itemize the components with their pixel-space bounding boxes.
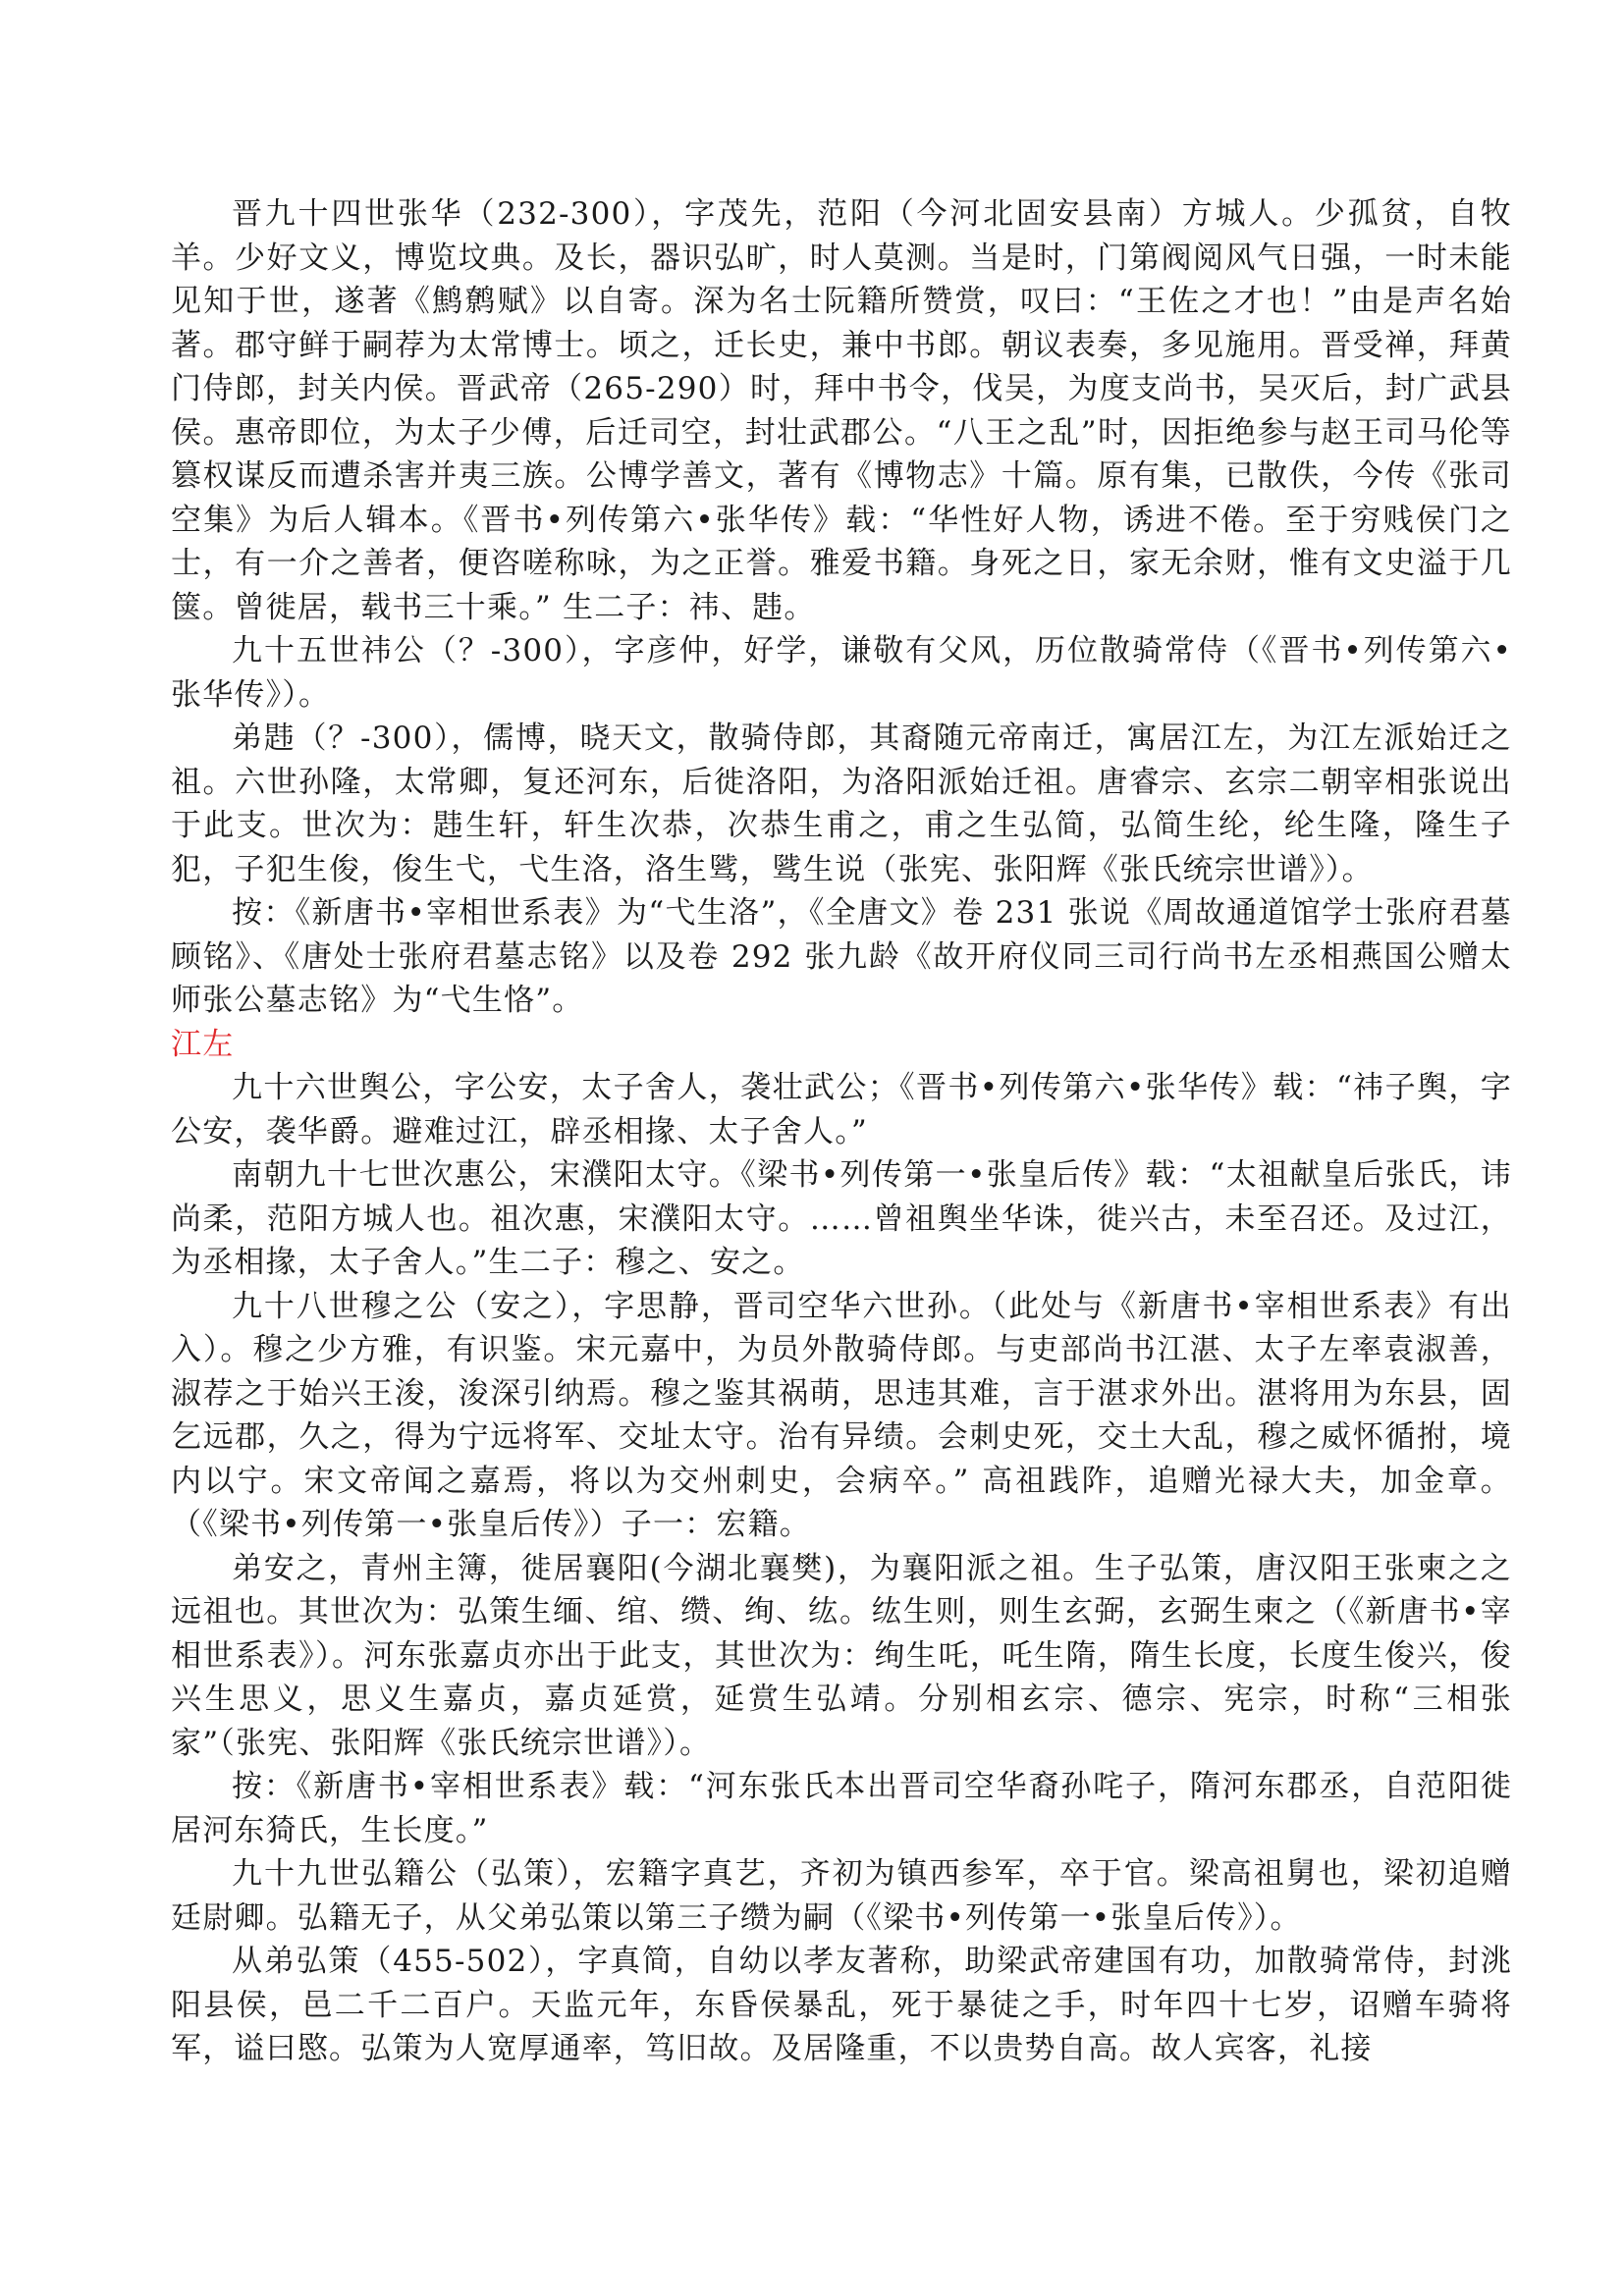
paragraph-yu: 九十六世舆公，字公安，太子舍人，袭壮武公；《晋书•列传第六•张华传》载：“祎子舆，字公安，袭华爵。避难过江，辟丞相掾、太子舍人。” (171, 1070, 1512, 1149)
paragraph-hong-ce: 从弟弘策（455-502），字真简，自幼以孝友著称，助梁武帝建国有功，加散骑常侍，封洮阳县侯，邑二千二百户。天监元年，东昏侯暴乱，死于暴徒之手，时年四十七岁，诏赠车骑将军，谥曰愍。弘策为人宽厚通率，笃旧故。及居隆重，不以贵势自高。故人宾客，礼接 (171, 1944, 1512, 2066)
paragraph-wei: 弟韪（？-300），儒博，晓天文，散骑侍郎，其裔随元帝南迁，寓居江左，为江左派始迁之祖。六世孙隆，太常卿，复还河东，后徙洛阳，为洛阳派始迁祖。唐睿宗、玄宗二朝宰相张说出于此支。世次为：韪生轩，轩生次恭，次恭生甫之，甫之生弘简，弘简生纶，纶生隆，隆生子犯，子犯生俊，俊生弋，弋生洛，洛生骘，骘生说（张宪、张阳辉《张氏统宗世谱》）。 (171, 721, 1512, 887)
paragraph-ci-hui: 南朝九十七世次惠公，宋濮阳太守。《梁书•列传第一•张皇后传》载：“太祖献皇后张氏，讳尚柔，范阳方城人也。祖次惠，宋濮阳太守。……曾祖舆坐华诛，徙兴古，未至召还。及过江，为丞相掾，太子舍人。”生二子：穆之、安之。 (171, 1157, 1512, 1280)
paragraph-an-zhi: 弟安之，青州主簿，徙居襄阳(今湖北襄樊)，为襄阳派之祖。生子弘策，唐汉阳王张柬之之远祖也。其世次为：弘策生缅、绾、缵、绚、纮。纮生则，则生玄弼，玄弼生柬之（《新唐书•宰相世系表》）。河东张嘉贞亦出于此支，其世次为：绚生吒，吒生隋，隋生长度，长度生俊兴，俊兴生思义，思义生嘉贞，嘉贞延赏，延赏生弘靖。分别相玄宗、德宗、宪宗，时称“三相张家”（张宪、张阳辉《张氏统宗世谱》）。 (171, 1550, 1512, 1761)
paragraph-mu-zhi: 九十八世穆之公（安之），字思静，晋司空华六世孙。（此处与《新唐书•宰相世系表》有出入）。穆之少方雅，有识鉴。宋元嘉中，为员外散骑侍郎。与吏部尚书江湛、太子左率袁淑善，淑荐之于始兴王浚，浚深引纳焉。穆之鉴其祸萌，思违其难，言于湛求外出。湛将用为东县，固乞远郡，久之，得为宁远将军、交址太守。治有异绩。会刺史死，交土大乱，穆之威怀循拊，境内以宁。宋文帝闻之嘉焉，将以为交州刺史，会病卒。” 高祖践阼，追赠光禄大夫，加金章。（《梁书•列传第一•张皇后传》）子一：宏籍。 (171, 1288, 1512, 1542)
paragraph-hong-ji: 九十九世弘籍公（弘策），宏籍字真艺，齐初为镇西参军，卒于官。梁高祖舅也，梁初追赠廷尉卿。弘籍无子，从父弟弘策以第三子缵为嗣（《梁书•列传第一•张皇后传》）。 (171, 1856, 1512, 1936)
paragraph-yi: 九十五世祎公（？-300），字彦仲，好学，谦敬有父风，历位散骑常侍（《晋书•列传第六•张华传》）。 (171, 633, 1512, 713)
paragraph-note-1: 按：《新唐书•宰相世系表》为“弋生洛”，《全唐文》卷 231 张说《周故通道馆学士张府君墓顾铭》、《唐处士张府君墓志铭》以及卷 292 张九龄《故开府仪同三司行尚书左丞相燕国公赠太师张公墓志铭》为“弋生恪”。 (171, 895, 1512, 1018)
document-page (171, 192, 1512, 2071)
section-heading: 江左 (171, 1026, 235, 1062)
paragraph-note-2: 按：《新唐书•宰相世系表》载：“河东张氏本出晋司空华裔孙咤子，隋河东郡丞，自范阳徙居河东猗氏，生长度。” (171, 1769, 1512, 1848)
paragraph-zhang-hua: 晋九十四世张华（232-300），字茂先，范阳（今河北固安县南）方城人。少孤贫，自牧羊。少好文义，博览坟典。及长，器识弘旷，时人莫测。当是时，门第阀阅风气日强，一时未能见知于世，遂著《鹪鹩赋》以自寄。深为名士阮籍所赞赏，叹曰：“王佐之才也！”由是声名始著。郡守鲜于嗣荐为太常博士。顷之，迁长史，兼中书郎。朝议表奏，多见施用。晋受禅，拜黄门侍郎，封关内侯。晋武帝（265-290）时，拜中书令，伐吴，为度支尚书，吴灭后，封广武县侯。惠帝即位，为太子少傅，后迁司空，封壮武郡公。“八王之乱”时，因拒绝参与赵王司马伦等篡权谋反而遭杀害并夷三族。公博学善文，著有《博物志》十篇。原有集，已散佚，今传《张司空集》为后人辑本。《晋书•列传第六•张华传》载：“华性好人物，诱进不倦。至于穷贱侯门之士，有一介之善者，便咨嗟称咏，为之正誉。雅爱书籍。身死之日，家无余财，惟有文史溢于几箧。曾徙居，载书三十乘。” 生二子：祎、韪。 (171, 196, 1512, 625)
